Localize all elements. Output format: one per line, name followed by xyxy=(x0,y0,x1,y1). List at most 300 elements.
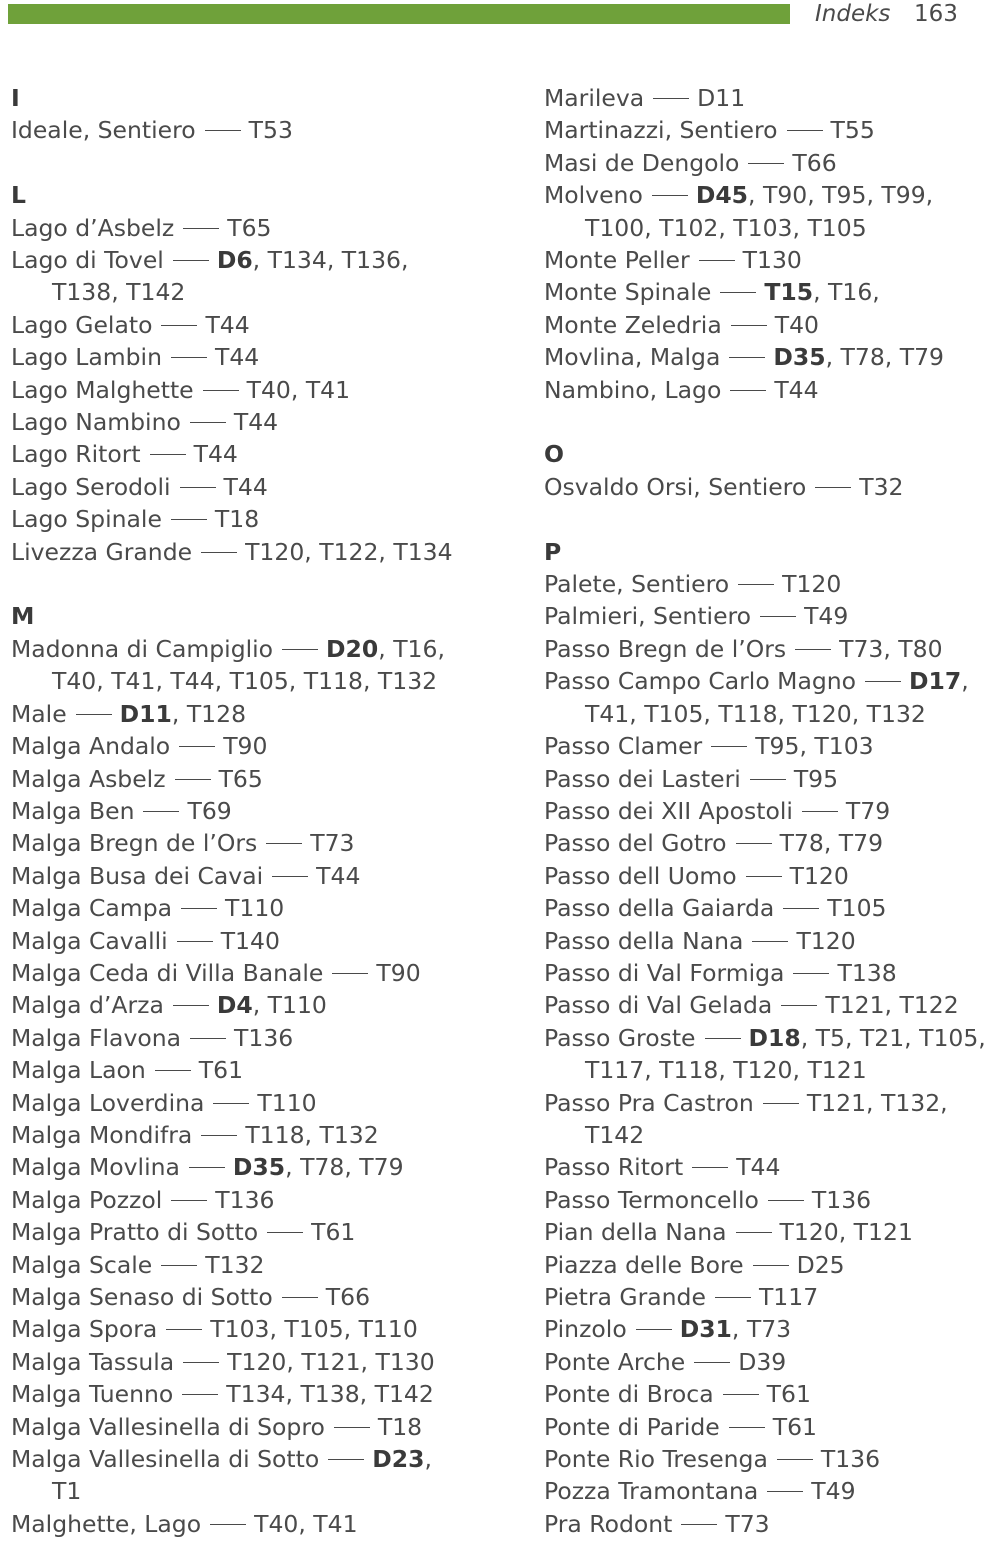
dash-separator xyxy=(328,1459,364,1460)
dash-separator xyxy=(203,390,239,391)
dash-separator xyxy=(729,1427,765,1428)
entry-reference: T120, T121, T130 xyxy=(227,1347,435,1376)
dash-separator xyxy=(155,1070,191,1071)
dash-separator xyxy=(681,1524,717,1525)
entry-continuation: T1 xyxy=(52,1477,82,1506)
entry-reference: T40, T41 xyxy=(246,375,351,404)
entry-name: Passo Bregn de l’Ors xyxy=(544,634,787,663)
entry-reference: T40, T41 xyxy=(254,1509,358,1538)
index-entry xyxy=(544,1249,956,1281)
section-spacer xyxy=(11,568,451,600)
dash-separator xyxy=(750,779,786,780)
index-entry xyxy=(11,341,451,373)
entry-continuation: T40, T41, T44, T105, T118, T132 xyxy=(52,667,438,696)
entry-name: Passo della Nana xyxy=(544,926,744,955)
dash-separator xyxy=(760,616,796,617)
index-entry xyxy=(11,1346,451,1378)
entry-reference: T44 xyxy=(736,1153,781,1182)
entry-reference: , T110 xyxy=(252,991,327,1020)
dash-separator xyxy=(729,357,765,358)
entry-reference: T44 xyxy=(205,310,250,339)
entry-name: Lago Ritort xyxy=(11,440,141,469)
entry-reference: , T78, T79 xyxy=(285,1153,404,1182)
entry-reference: T136 xyxy=(234,1023,294,1052)
entry-reference: T69 xyxy=(187,796,232,825)
index-entry xyxy=(11,1411,451,1443)
dash-separator xyxy=(171,1200,207,1201)
entry-name: Passo dell Uomo xyxy=(544,861,737,890)
entry-reference: T79 xyxy=(845,796,891,825)
dash-separator xyxy=(282,1297,318,1298)
dash-separator xyxy=(652,195,688,196)
dash-separator xyxy=(267,1232,303,1233)
index-entry xyxy=(11,503,451,535)
entry-reference: , T5, T21, T105, xyxy=(800,1023,986,1052)
dash-separator xyxy=(777,1459,813,1460)
index-entry xyxy=(11,244,451,309)
entry-name: Malga Campa xyxy=(11,894,173,923)
entry-reference: T120 xyxy=(782,570,842,599)
index-entry xyxy=(544,989,959,1021)
entry-name: Malghette, Lago xyxy=(11,1509,202,1538)
entry-reference: D20 xyxy=(326,634,379,663)
index-entry xyxy=(11,1313,451,1345)
index-entry xyxy=(544,276,956,308)
entry-reference: T130 xyxy=(742,246,802,275)
entry-name: Pinzolo xyxy=(544,1315,627,1344)
entry-reference: , xyxy=(424,1445,432,1474)
index-column-right xyxy=(544,82,986,1540)
dash-separator xyxy=(171,357,207,358)
dash-separator xyxy=(636,1329,672,1330)
entry-name: Passo Groste xyxy=(544,1023,696,1052)
entry-name: Passo dei Lasteri xyxy=(544,764,741,793)
index-entry xyxy=(544,471,956,503)
index-entry xyxy=(544,568,956,600)
dash-separator xyxy=(723,1394,759,1395)
index-entry xyxy=(544,1443,956,1475)
dash-separator xyxy=(653,98,689,99)
header-accent-bar xyxy=(8,4,790,24)
entry-reference: T140 xyxy=(220,926,280,955)
entry-name: Passo Clamer xyxy=(544,732,703,761)
entry-reference: , T134, T136, xyxy=(252,246,409,275)
entry-reference: T65 xyxy=(218,764,263,793)
entry-reference: T61 xyxy=(772,1412,818,1441)
dash-separator xyxy=(715,1297,751,1298)
dash-separator xyxy=(748,163,784,164)
index-entry xyxy=(11,1054,451,1086)
index-entry xyxy=(11,114,451,146)
index-entry xyxy=(11,827,451,859)
entry-name: Pian della Nana xyxy=(544,1218,727,1247)
entry-reference: T118, T132 xyxy=(245,1120,379,1149)
index-entry xyxy=(544,925,956,957)
dash-separator xyxy=(266,843,302,844)
entry-name: Monte Zeledria xyxy=(544,310,722,339)
entry-reference: T15 xyxy=(764,278,814,307)
dash-separator xyxy=(173,260,209,261)
index-entry xyxy=(11,1443,451,1508)
dash-separator xyxy=(76,714,112,715)
index-entry xyxy=(11,795,451,827)
entry-reference: T95, T103 xyxy=(755,732,874,761)
entry-name: Madonna di Campiglio xyxy=(11,634,274,663)
entry-reference: T66 xyxy=(792,148,837,177)
index-entry xyxy=(544,179,956,244)
entry-reference: D35 xyxy=(773,343,826,372)
index-entry xyxy=(544,795,956,827)
index-letter-heading: O xyxy=(544,440,564,469)
entry-reference: D45 xyxy=(695,181,749,210)
entry-continuation: T138, T142 xyxy=(52,278,186,307)
entry-reference: T55 xyxy=(830,116,875,145)
entry-reference: T136 xyxy=(215,1185,275,1214)
entry-name: Malga Vallesinella di Sopro xyxy=(11,1412,325,1441)
dash-separator xyxy=(738,584,774,585)
index-entry xyxy=(11,989,451,1021)
entry-reference: T44 xyxy=(233,408,279,437)
dash-separator xyxy=(213,1103,249,1104)
index-entry xyxy=(11,892,451,924)
dash-separator xyxy=(731,325,767,326)
entry-reference: , T90, T95, T99, xyxy=(748,181,934,210)
index-entry xyxy=(11,1119,451,1151)
index-entry xyxy=(11,1022,451,1054)
entry-reference: T110 xyxy=(257,1088,317,1117)
entry-name: Malga Cavalli xyxy=(11,926,168,955)
entry-name: Lago Malghette xyxy=(11,375,194,404)
entry-name: Malga Tuenno xyxy=(11,1380,174,1409)
dash-separator xyxy=(753,1265,789,1266)
index-entry xyxy=(11,763,451,795)
dash-separator xyxy=(736,1232,772,1233)
entry-name: Malga Busa dei Cavai xyxy=(11,861,264,890)
dash-separator xyxy=(161,325,197,326)
index-letter-heading: P xyxy=(544,537,562,566)
entry-reference: D25 xyxy=(796,1250,845,1279)
dash-separator xyxy=(802,811,838,812)
entry-name: Ponte di Paride xyxy=(544,1412,720,1441)
entry-reference: T120, T121 xyxy=(779,1218,913,1247)
entry-reference: T138 xyxy=(837,958,897,987)
entry-name: Malga Vallesinella di Sotto xyxy=(11,1445,320,1474)
dash-separator xyxy=(175,779,211,780)
index-entry xyxy=(544,633,956,665)
index-entry xyxy=(544,1087,956,1152)
entry-reference: T73 xyxy=(310,829,355,858)
entry-name: Pietra Grande xyxy=(544,1283,706,1311)
dash-separator xyxy=(201,552,237,553)
index-entry xyxy=(544,1184,956,1216)
dash-separator xyxy=(767,1491,803,1492)
entry-name: Palete, Sentiero xyxy=(544,570,730,599)
entry-continuation: T142 xyxy=(585,1120,645,1149)
index-entry xyxy=(11,730,451,762)
dash-separator xyxy=(763,1103,799,1104)
dash-separator xyxy=(183,1362,219,1363)
index-entry xyxy=(544,827,956,859)
entry-reference: T121, T122 xyxy=(825,991,959,1020)
entry-continuation: T41, T105, T118, T120, T132 xyxy=(585,699,926,728)
entry-name: Masi de Dengolo xyxy=(544,148,740,177)
entry-name: Male xyxy=(11,699,67,728)
entry-reference: T95 xyxy=(793,764,839,793)
entry-reference: D4 xyxy=(216,991,253,1020)
entry-reference: D11 xyxy=(697,84,746,112)
entry-name: Lago Serodoli xyxy=(11,472,171,501)
dash-separator xyxy=(210,1524,246,1525)
index-letter-heading: I xyxy=(11,84,20,112)
index-entry xyxy=(544,1313,956,1345)
dash-separator xyxy=(201,1135,237,1136)
entry-reference: , T16, xyxy=(813,278,880,307)
dash-separator xyxy=(181,908,217,909)
dash-separator xyxy=(334,1427,370,1428)
entry-name: Malga Pozzol xyxy=(11,1185,163,1214)
entry-name: Malga Movlina xyxy=(11,1153,180,1182)
entry-reference: T44 xyxy=(193,440,238,469)
dash-separator xyxy=(711,746,747,747)
dash-separator xyxy=(705,1038,741,1039)
dash-separator xyxy=(272,876,308,877)
index-entry xyxy=(544,600,956,632)
page-header xyxy=(0,0,960,32)
dash-separator xyxy=(332,973,368,974)
index-entry xyxy=(11,1508,451,1540)
entry-reference: T132 xyxy=(205,1250,265,1279)
index-entry xyxy=(11,309,451,341)
entry-reference: T90 xyxy=(223,732,268,761)
index-entry xyxy=(11,1087,451,1119)
entry-reference: , T78, T79 xyxy=(825,343,945,372)
index-entry xyxy=(11,698,451,730)
entry-reference: T32 xyxy=(859,472,904,501)
entry-name: Lago Spinale xyxy=(11,505,162,534)
entry-name: Malga Ceda di Villa Banale xyxy=(11,958,324,987)
dash-separator xyxy=(183,228,219,229)
entry-name: Malga Senaso di Sotto xyxy=(11,1283,273,1311)
dash-separator xyxy=(768,1200,804,1201)
entry-reference: T65 xyxy=(227,213,272,242)
index-entry xyxy=(544,244,956,276)
entry-reference: T44 xyxy=(316,861,361,890)
entry-reference: T105 xyxy=(827,894,887,923)
entry-name: Passo della Gaiarda xyxy=(544,894,775,923)
entry-name: Passo Campo Carlo Magno xyxy=(544,667,857,696)
entry-name: Passo Termoncello xyxy=(544,1185,759,1214)
entry-name: Malga Flavona xyxy=(11,1023,182,1052)
dash-separator xyxy=(182,1394,218,1395)
dash-separator xyxy=(781,1005,817,1006)
entry-reference: D23 xyxy=(372,1445,425,1474)
entry-reference: T61 xyxy=(766,1380,811,1409)
entry-reference: T44 xyxy=(223,472,268,501)
entry-reference: T110 xyxy=(225,894,285,923)
index-entry xyxy=(544,341,956,373)
entry-reference: T103, T105, T110 xyxy=(210,1315,418,1344)
entry-reference: D6 xyxy=(216,246,253,275)
entry-reference: T117 xyxy=(758,1283,819,1311)
dash-separator xyxy=(173,1005,209,1006)
entry-reference: T49 xyxy=(811,1477,856,1506)
entry-name: Passo Pra Castron xyxy=(544,1088,754,1117)
entry-name: Malga Tassula xyxy=(11,1347,175,1376)
index-entry xyxy=(11,212,451,244)
entry-reference: , T128 xyxy=(171,699,247,728)
index-entry xyxy=(11,374,451,406)
entry-name: Malga Mondifra xyxy=(11,1120,193,1149)
dash-separator xyxy=(190,422,226,423)
index-entry xyxy=(544,309,956,341)
entry-name: Passo di Val Gelada xyxy=(544,991,773,1020)
dash-separator xyxy=(730,390,766,391)
entry-name: Lago di Tovel xyxy=(11,246,164,275)
entry-reference: T121, T132, xyxy=(806,1088,948,1117)
index-entry xyxy=(11,536,451,568)
dash-separator xyxy=(736,843,772,844)
entry-name: Martinazzi, Sentiero xyxy=(544,116,778,145)
entry-reference: T18 xyxy=(214,505,260,534)
entry-reference: T120, T122, T134 xyxy=(245,537,453,566)
page-number: 163 xyxy=(914,1,958,27)
entry-name: Pozza Tramontana xyxy=(544,1477,759,1506)
entry-reference: , xyxy=(961,667,969,696)
entry-name: Malga Spora xyxy=(11,1315,158,1344)
index-entry xyxy=(544,860,956,892)
index-entry xyxy=(544,1346,956,1378)
entry-reference: T120 xyxy=(796,926,856,955)
dash-separator xyxy=(787,130,823,131)
dash-separator xyxy=(177,941,213,942)
entry-reference: T49 xyxy=(804,602,849,631)
entry-name: Malga Pratto di Sotto xyxy=(11,1218,259,1247)
entry-name: Movlina, Malga xyxy=(544,343,721,372)
entry-name: Nambino, Lago xyxy=(544,375,722,404)
entry-name: Passo del Gotro xyxy=(544,829,727,858)
dash-separator xyxy=(179,746,215,747)
entry-reference: T73 xyxy=(725,1509,770,1538)
index-entry xyxy=(544,1411,956,1443)
entry-reference: , T16, xyxy=(378,634,445,663)
entry-reference: T120 xyxy=(789,861,849,890)
index-letter-heading: L xyxy=(11,181,26,210)
dash-separator xyxy=(166,1329,202,1330)
entry-name: Piazza delle Bore xyxy=(544,1250,744,1279)
index-entry xyxy=(544,1022,986,1087)
entry-reference: D35 xyxy=(232,1153,286,1182)
entry-reference: T61 xyxy=(198,1056,244,1085)
index-entry xyxy=(544,763,956,795)
index-entry xyxy=(11,471,451,503)
entry-name: Marileva xyxy=(544,84,645,112)
dash-separator xyxy=(783,908,819,909)
dash-separator xyxy=(205,130,241,131)
section-spacer xyxy=(11,147,451,179)
dash-separator xyxy=(692,1167,728,1168)
section-spacer xyxy=(544,406,956,438)
entry-name: Palmieri, Sentiero xyxy=(544,602,752,631)
index-entry xyxy=(544,1151,956,1183)
dash-separator xyxy=(150,454,186,455)
dash-separator xyxy=(180,487,216,488)
entry-name: Ponte di Broca xyxy=(544,1380,714,1409)
entry-reference: T136 xyxy=(820,1445,881,1474)
entry-name: Monte Peller xyxy=(544,246,690,275)
dash-separator xyxy=(699,260,735,261)
entry-name: Malga Loverdina xyxy=(11,1088,205,1117)
entry-name: Malga Ben xyxy=(11,796,135,825)
entry-name: Malga Bregn de l’Ors xyxy=(11,829,258,858)
dash-separator xyxy=(190,1038,226,1039)
entry-name: Lago Gelato xyxy=(11,310,153,339)
index-entry xyxy=(544,1216,956,1248)
dash-separator xyxy=(171,519,207,520)
entry-reference: T134, T138, T142 xyxy=(226,1380,434,1409)
entry-name: Monte Spinale xyxy=(544,278,712,307)
index-entry xyxy=(544,147,956,179)
entry-name: Osvaldo Orsi, Sentiero xyxy=(544,472,807,501)
dash-separator xyxy=(143,811,179,812)
index-entry xyxy=(11,860,451,892)
entry-name: Ponte Rio Tresenga xyxy=(544,1445,768,1474)
index-column-left xyxy=(11,82,451,1540)
entry-name: Ponte Arche xyxy=(544,1347,686,1376)
entry-name: Passo Ritort xyxy=(544,1153,684,1182)
entry-reference: D31 xyxy=(679,1315,732,1344)
entry-reference: , T73 xyxy=(731,1315,792,1344)
entry-reference: T66 xyxy=(325,1283,371,1311)
index-entry xyxy=(544,374,956,406)
index-entry xyxy=(544,1508,956,1540)
entry-name: Lago Lambin xyxy=(11,343,162,372)
entry-reference: T18 xyxy=(377,1412,423,1441)
dash-separator xyxy=(746,876,782,877)
entry-reference: T44 xyxy=(774,375,819,404)
entry-name: Malga Asbelz xyxy=(11,764,166,793)
index-entry xyxy=(11,1249,451,1281)
index-entry xyxy=(544,892,956,924)
index-entry xyxy=(11,957,451,989)
index-entry xyxy=(544,957,956,989)
section-spacer xyxy=(544,503,956,535)
entry-name: Livezza Grande xyxy=(11,537,193,566)
index-letter-heading: M xyxy=(11,602,35,631)
entry-reference: T44 xyxy=(214,343,260,372)
entry-name: Lago d’Asbelz xyxy=(11,213,175,242)
entry-name: Ideale, Sentiero xyxy=(11,116,196,145)
dash-separator xyxy=(752,941,788,942)
entry-name: Malga Laon xyxy=(11,1056,146,1085)
index-entry xyxy=(11,438,451,470)
entry-continuation: T117, T118, T120, T121 xyxy=(585,1056,867,1085)
entry-reference: T53 xyxy=(248,116,293,145)
entry-name: Pra Rodont xyxy=(544,1509,673,1538)
index-entry xyxy=(544,1281,956,1313)
index-entry xyxy=(11,1281,451,1313)
entry-reference: D17 xyxy=(909,667,962,696)
entry-reference: T136 xyxy=(811,1185,872,1214)
entry-name: Molveno xyxy=(544,181,643,210)
entry-reference: T78, T79 xyxy=(779,829,884,858)
entry-reference: T61 xyxy=(311,1218,356,1247)
dash-separator xyxy=(795,649,831,650)
entry-name: Malga d’Arza xyxy=(11,991,164,1020)
entry-name: Lago Nambino xyxy=(11,408,181,437)
dash-separator xyxy=(720,292,756,293)
index-entry xyxy=(544,730,956,762)
dash-separator xyxy=(694,1362,730,1363)
